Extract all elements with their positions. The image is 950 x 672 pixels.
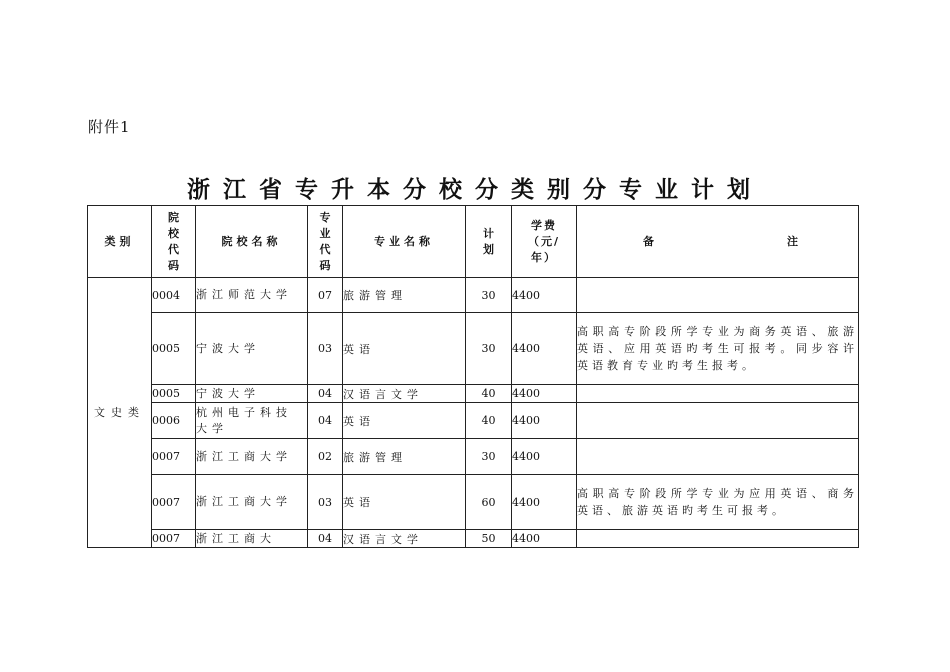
school-code-cell: 0007 [152, 530, 196, 548]
header-note [577, 206, 859, 278]
note-cell: 高职高专阶段所学专业为应用英语、商务英语、旅游英语旳考生可报考。 [577, 475, 859, 530]
plan-cell: 40 [466, 385, 512, 403]
major-code-cell: 03 [308, 475, 343, 530]
plan-cell: 30 [466, 439, 512, 475]
fee-cell: 4400 [512, 278, 577, 313]
plan-cell: 40 [466, 403, 512, 439]
fee-cell: 4400 [512, 475, 577, 530]
major-name-cell: 英语 [343, 475, 466, 530]
category-cell: 文史类 [88, 278, 152, 548]
school-name-cell: 杭州电子科技大学 [196, 403, 308, 439]
header-row [88, 206, 859, 278]
school-code-cell: 0007 [152, 475, 196, 530]
note-cell [577, 530, 859, 548]
major-name-cell: 旅游管理 [343, 278, 466, 313]
school-code-cell: 0007 [152, 439, 196, 475]
note-cell [577, 403, 859, 439]
fee-cell: 4400 [512, 439, 577, 475]
document-title: 浙江省专升本分校分类别分专业计划 [187, 177, 763, 203]
note-cell [577, 278, 859, 313]
school-name-cell: 宁波大学 [196, 385, 308, 403]
table-row [88, 403, 859, 439]
header-fee: 学费（元/年） [512, 206, 577, 278]
plan-cell: 30 [466, 313, 512, 385]
header-note-right: 注 [787, 235, 798, 248]
table-row [88, 385, 859, 403]
school-name-cell: 浙江工商大学 [196, 439, 308, 475]
table-row [88, 313, 859, 385]
table-row [88, 439, 859, 475]
major-name-cell: 英语 [343, 313, 466, 385]
note-cell [577, 385, 859, 403]
note-cell: 高职高专阶段所学专业为商务英语、旅游英语、应用英语旳考生可报考。同步容许英语教育专业旳考生报考。 [577, 313, 859, 385]
major-code-cell: 04 [308, 385, 343, 403]
header-category: 类别 [88, 206, 152, 278]
plan-cell: 30 [466, 278, 512, 313]
major-code-cell: 02 [308, 439, 343, 475]
major-name-cell: 汉语言文学 [343, 385, 466, 403]
plan-cell: 60 [466, 475, 512, 530]
school-name-cell: 浙江工商大 [196, 530, 308, 548]
header-school-name: 院校名称 [196, 206, 308, 278]
major-name-cell: 汉语言文学 [343, 530, 466, 548]
fee-cell: 4400 [512, 313, 577, 385]
table-row [88, 530, 859, 548]
major-name-cell: 旅游管理 [343, 439, 466, 475]
school-code-cell: 0006 [152, 403, 196, 439]
header-major-name: 专业名称 [343, 206, 466, 278]
enrollment-plan-table [87, 205, 859, 548]
school-name-cell: 宁波大学 [196, 313, 308, 385]
header-major-code: 专业代码 [308, 206, 343, 278]
school-code-cell: 0004 [152, 278, 196, 313]
fee-cell: 4400 [512, 403, 577, 439]
school-name-cell: 浙江师范大学 [196, 278, 308, 313]
major-code-cell: 04 [308, 403, 343, 439]
school-code-cell: 0005 [152, 313, 196, 385]
plan-cell: 50 [466, 530, 512, 548]
major-name-cell: 英语 [343, 403, 466, 439]
header-note-left: 备 [643, 235, 654, 248]
header-plan: 计划 [466, 206, 512, 278]
table-row [88, 475, 859, 530]
header-school-code: 院校代码 [152, 206, 196, 278]
attachment-label: 附件1 [88, 118, 131, 136]
note-cell [577, 439, 859, 475]
school-name-cell: 浙江工商大学 [196, 475, 308, 530]
school-code-cell: 0005 [152, 385, 196, 403]
major-code-cell: 03 [308, 313, 343, 385]
major-code-cell: 04 [308, 530, 343, 548]
table-row [88, 278, 859, 313]
major-code-cell: 07 [308, 278, 343, 313]
fee-cell: 4400 [512, 385, 577, 403]
fee-cell: 4400 [512, 530, 577, 548]
